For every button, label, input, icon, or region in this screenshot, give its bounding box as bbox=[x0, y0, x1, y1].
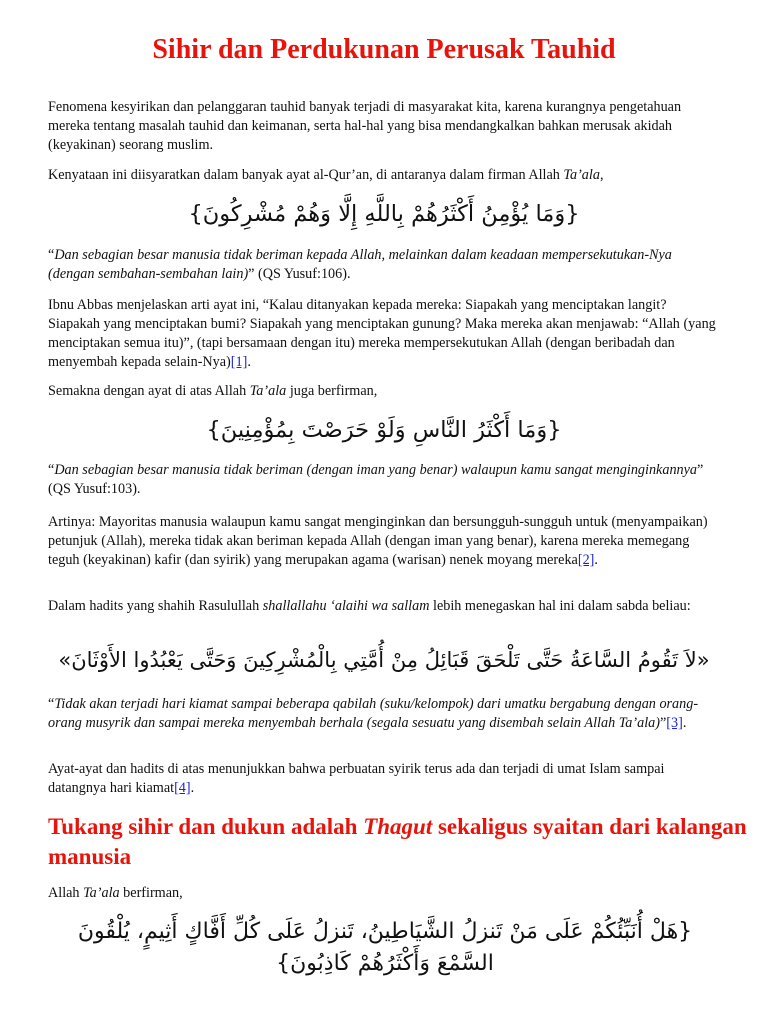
arabic-verse-asy-syuara: {هَلْ أُنَبِّئُكُمْ عَلَى مَنْ تَنزلُ الشَّيَاطِينُ، تَنزلُ عَلَى كُلِّ أَفَّاكٍ أَثِيمٍ، يُلْقُونَ السَّمْعَ وَأَكْثَرُهُمْ كَاذِبُونَ} bbox=[77, 919, 693, 976]
footnote-link-1[interactable]: [1] bbox=[230, 354, 248, 370]
intro-paragraph: Fenomena kesyirikan dan pelanggaran tauhid banyak terjadi di masyarakat kita, karena kurangnya pengetahuan mereka tentang masalah tauhid dan keimanan, serta hal-hal yang bisa mendangkalkan bahkan merusak akidah (keyakinan) seorang muslim. bbox=[48, 99, 682, 153]
paragraph-semakna: Semakna dengan ayat di atas Allah Ta’ala juga berfirman, bbox=[48, 383, 378, 399]
section-heading: Tukang sihir dan dukun adalah Thagut sekaligus syaitan dari kalangan manusia bbox=[48, 814, 747, 869]
footnote-link-3[interactable]: [3] bbox=[666, 715, 683, 731]
footnote-link-2[interactable]: [2] bbox=[577, 552, 595, 568]
paragraph-hadits: Dalam hadits yang shahih Rasulullah shallallahu ‘alaihi wa sallam lebih menegaskan hal ini dalam sabda beliau: bbox=[48, 598, 691, 614]
footnote-link-4[interactable]: [4] bbox=[174, 780, 191, 796]
paragraph-kenyataan: Kenyataan ini diisyaratkan dalam banyak ayat al-Qur’an, di antaranya dalam firman Allah Ta’ala, bbox=[48, 167, 604, 183]
translation-hadith: “Tidak akan terjadi hari kiamat sampai beberapa qabilah (suku/kelompok) dari umatku bergabung dengan orang-orang musyrik dan sampai mereka menyembah berhala (segala sesuatu yang disembah selain Allah Ta’ala)”[3]. bbox=[48, 696, 699, 731]
arabic-verse-yusuf-103: {وَمَا أَكْثَرُ النَّاسِ وَلَوْ حَرَصْتَ بِمُؤْمِنِينَ} bbox=[206, 417, 562, 443]
paragraph-ibnu-abbas: Ibnu Abbas menjelaskan arti ayat ini, “Kalau ditanyakan kepada mereka: Siapakah yang menciptakan langit? Siapakah yang menciptakan bumi? Siapakah yang menciptakan gunung? Maka mereka akan menjawab: “Allah (yang menciptakan semua itu)”, (tapi bersamaan dengan itu) mereka mempersekutukan Allah (dengan beribadah dan menyembah kepada selain-Nya)[1]. bbox=[48, 297, 716, 370]
paragraph-kesimpulan: Ayat-ayat dan hadits di atas menunjukkan bahwa perbuatan syirik terus ada dan terjadi di umat Islam sampai datangnya hari kiamat[4]. bbox=[48, 761, 665, 796]
translation-yusuf-106: “Dan sebagian besar manusia tidak beriman kepada Allah, melainkan dalam keadaan mempersekutukan-Nya (dengan sembahan-sembahan lain)” (QS Yusuf:106). bbox=[48, 247, 672, 282]
arabic-verse-yusuf-106: {وَمَا يُؤْمِنُ أَكْثَرُهُمْ بِاللَّهِ إِلَّا وَهُمْ مُشْرِكُونَ} bbox=[188, 201, 580, 227]
arabic-hadith: «لاَ تَقُومُ السَّاعَةُ حَتَّى تَلْحَقَ قَبَائِلُ مِنْ أُمَّتِي بِالْمُشْرِكِينَ وَحَتَّى يَعْبُدُوا الأَوْثَانَ» bbox=[58, 648, 710, 672]
paragraph-artinya: Artinya: Mayoritas manusia walaupun kamu sangat menginginkan dan bersungguh-sungguh untuk (menyampaikan) petunjuk (Allah), mereka tidak akan beriman kepada Allah (dengan iman yang benar), karena mereka memegang teguh (keyakinan) kafir (dan syirik) yang merupakan agama (warisan) nenek moyang mereka[2]. bbox=[48, 514, 708, 568]
paragraph-allah-berfirman: Allah Ta’ala berfirman, bbox=[48, 885, 183, 901]
page-title: Sihir dan Perdukunan Perusak Tauhid bbox=[152, 34, 616, 65]
translation-yusuf-103: “Dan sebagian besar manusia tidak beriman (dengan iman yang benar) walaupun kamu sangat menginginkannya” (QS Yusuf:103). bbox=[48, 462, 704, 497]
